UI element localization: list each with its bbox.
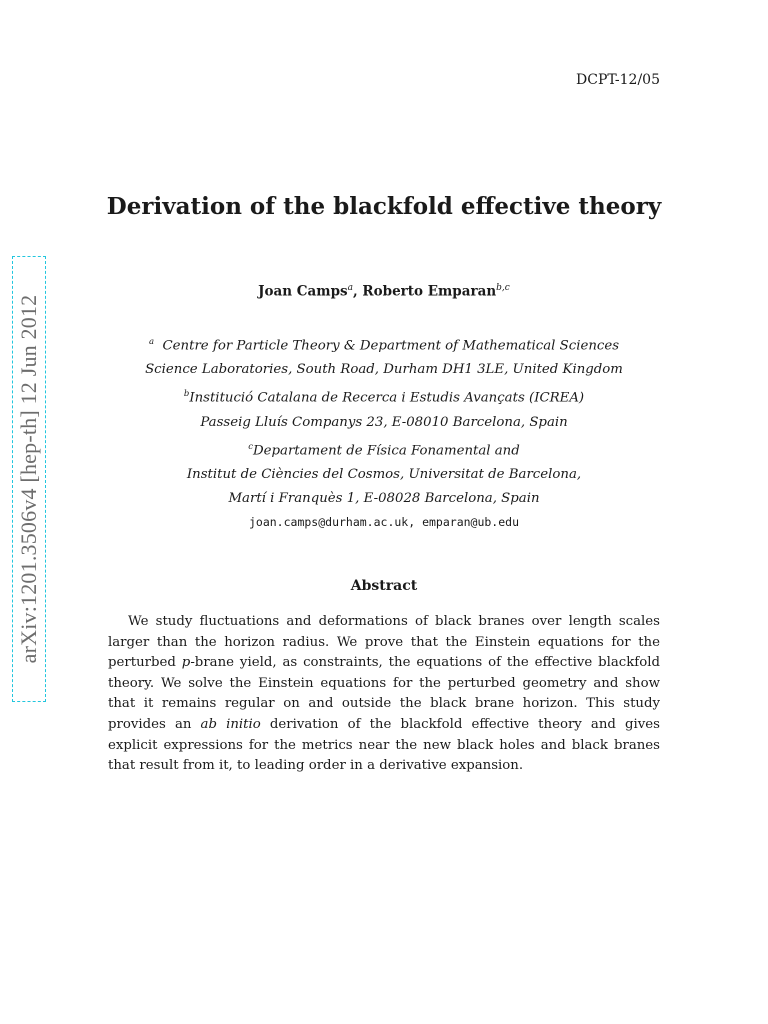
affiliation-line: Institut de Ciències del Cosmos, Universitat de Barcelona,	[186, 467, 582, 483]
abstract-heading: Abstract	[350, 578, 418, 594]
author-name: Joan Camps	[258, 283, 348, 300]
affiliation-line: $^a$ Centre for Particle Theory & Department of Mathematical Sciences	[148, 337, 620, 354]
affiliation-block	[0, 330, 768, 511]
author-separator: ,	[353, 283, 363, 300]
contact-emails: joan.camps@durham.ac.uk, emparan@ub.edu	[248, 515, 520, 529]
affiliation-line: Passeig Lluís Companys 23, E-08010 Barcelona, Spain	[200, 414, 568, 430]
affiliation-line: Science Laboratories, South Road, Durham DH1 3LE, United Kingdom	[145, 362, 623, 378]
author-name: Roberto Emparan	[362, 283, 497, 300]
affiliation-line: $^c$Departament de Física Fonamental and	[248, 441, 520, 459]
affiliation-line: Martí i Franquès 1, E-08028 Barcelona, Spain	[228, 491, 540, 507]
affiliation-mark: c	[248, 441, 253, 452]
affiliation-mark: a	[148, 337, 155, 347]
report-number: DCPT-12/05	[576, 72, 660, 88]
arxiv-identifier-text: arXiv:1201.3506v4 [hep-th] 12 Jun 2012	[16, 294, 41, 664]
ab-initio-emphasis: ab initio	[200, 716, 261, 732]
affiliation-line: $^b$Institució Catalana de Recerca i Estudis Avançats (ICREA)	[183, 389, 585, 406]
author-affiliation-mark: b,c	[496, 283, 510, 293]
author-affiliation-mark: a	[347, 283, 354, 293]
affiliation-mark: b	[183, 389, 190, 400]
author-list	[0, 283, 768, 300]
p-brane-symbol: p	[181, 655, 191, 671]
abstract-body: We study fluctuations and deformations of black branes over length scales larger than the horizon radius. We prove that the Einstein equations for the perturbed p-brane yield, as constraints, the equations of the effective blackfold theory. We solve the Einstein equations for the perturbed geometry and show that it remains regular on and outside the black brane horizon. This study provides an ab initio derivation of the blackfold effective theory and gives explicit expressions for the metrics near the new black holes and black branes that result from it, to leading order in a derivative expansion.	[108, 614, 660, 774]
paper-title: Derivation of the blackfold effective theory	[106, 193, 662, 220]
